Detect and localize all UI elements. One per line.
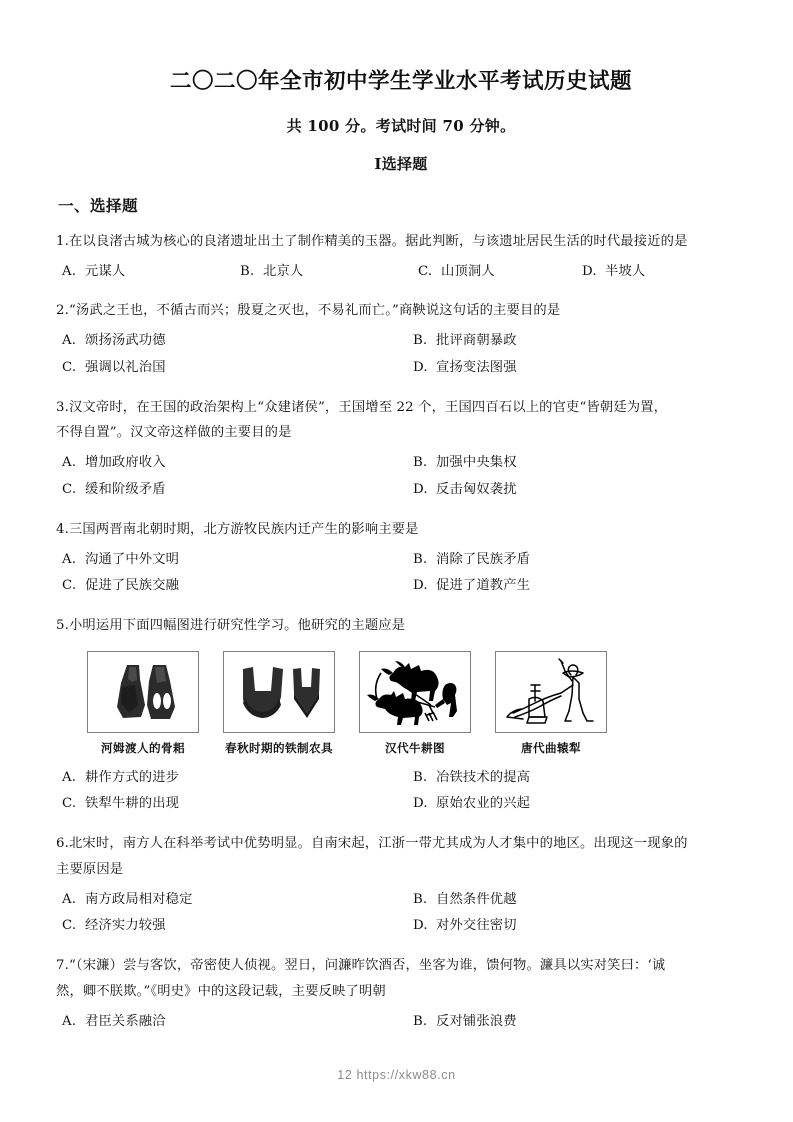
question-5-option-d[interactable] — [407, 791, 743, 818]
question-4-option-a-text: 沟通了中外文明 — [85, 551, 180, 567]
question-4-option-c-text: 促进了民族交融 — [85, 578, 180, 594]
question-7-option-a-label: A. — [62, 1013, 77, 1029]
question-4-option-d-text: 促进了道教产生 — [436, 578, 531, 594]
question-2-option-row-2 — [56, 355, 746, 382]
question-6 — [56, 831, 746, 940]
question-1-stem-line-1: 1.在以良渚古城为核心的良渚遗址出土了制作精美的玉器。据此判断，与该遗址居民生活的时代最接近的是 — [56, 233, 688, 249]
question-7-option-b-label: B. — [413, 1013, 428, 1029]
question-6-option-a-label: A. — [62, 891, 77, 907]
question-1-option-d-text: 半坡人 — [605, 263, 646, 279]
question-7-option-a-text: 君臣关系融洽 — [85, 1013, 166, 1029]
han-ox-plowing-drawing-icon — [363, 655, 467, 729]
question-3-option-c[interactable] — [56, 477, 407, 504]
question-1-option-d[interactable] — [576, 259, 732, 286]
question-1-option-a[interactable] — [56, 259, 234, 286]
question-6-option-row-1 — [56, 887, 746, 914]
question-7-option-b-text: 反对铺张浪费 — [436, 1013, 517, 1029]
question-2-option-c-label: C. — [62, 359, 77, 375]
question-4-option-b-label: B. — [413, 551, 428, 567]
question-6-option-c-label: C. — [62, 918, 77, 934]
question-1-option-row-1 — [56, 259, 746, 286]
question-6-stem-line-1: 6.北宋时，南方人在科举考试中优势明显。自南宋起，江浙一带尤其成为人才集中的地区。出现这一现象的 — [56, 835, 688, 851]
question-6-option-d[interactable] — [407, 913, 743, 940]
question-2-option-a-text: 颂扬汤武功德 — [85, 333, 166, 349]
figure-tang-curved-plow-box — [495, 651, 607, 733]
question-4 — [56, 517, 746, 600]
question-5-option-a[interactable] — [56, 765, 407, 792]
figure-han-ox-plowing-caption: 汉代牛耕图 — [385, 740, 445, 755]
question-3 — [56, 395, 746, 504]
question-6-stem-line-2: 主要原因是 — [56, 861, 124, 877]
question-1-option-a-text: 元谋人 — [85, 263, 126, 279]
question-5-option-a-text: 耕作方式的进步 — [85, 769, 180, 785]
question-7-options — [56, 1009, 746, 1036]
question-5-stem — [56, 613, 746, 639]
question-2-stem — [56, 298, 746, 324]
figure-han-ox-plowing — [358, 651, 472, 756]
question-6-options — [56, 887, 746, 940]
question-3-option-c-label: C. — [62, 482, 77, 497]
question-6-option-d-label: D. — [413, 918, 428, 934]
part-heading-multiple-choice: 一、选择题 — [58, 195, 139, 215]
question-1-option-b-label: B. — [240, 263, 255, 279]
question-2-option-c[interactable] — [56, 355, 407, 382]
question-6-option-c[interactable] — [56, 913, 407, 940]
question-6-option-b[interactable] — [407, 887, 743, 914]
question-6-stem — [56, 831, 746, 883]
question-4-option-d[interactable] — [407, 573, 743, 600]
question-2-option-d[interactable] — [407, 355, 743, 382]
question-4-options — [56, 547, 746, 600]
question-3-option-b-label: B. — [413, 455, 428, 471]
question-7 — [56, 953, 746, 1035]
figure-iron-farm-tools — [222, 651, 336, 756]
question-6-option-d-text: 对外交往密切 — [436, 918, 517, 934]
question-5 — [56, 613, 746, 818]
question-4-option-b[interactable] — [407, 547, 743, 574]
footer-watermark: 12 https://xkw88.cn — [337, 1068, 456, 1082]
figure-bone-spade — [86, 651, 200, 756]
question-2-option-a-label: A. — [62, 333, 77, 349]
bone-spade-photo-icon — [91, 655, 195, 729]
question-3-option-a-label: A. — [62, 455, 77, 471]
question-2-option-b-label: B. — [413, 333, 428, 349]
question-2-option-b[interactable] — [407, 328, 743, 355]
question-2-option-b-text: 批评商朝暴政 — [436, 333, 517, 349]
question-6-option-a-text: 南方政局相对稳定 — [85, 891, 193, 907]
question-4-option-c-label: C. — [62, 578, 77, 594]
question-5-option-c-text: 铁犁牛耕的出现 — [85, 796, 180, 812]
question-2 — [56, 298, 746, 381]
question-6-option-b-label: B. — [413, 891, 428, 907]
question-5-figure-strip — [86, 651, 746, 756]
question-3-option-c-text: 缓和阶级矛盾 — [85, 482, 166, 497]
figure-iron-farm-tools-caption: 春秋时期的铁制农具 — [225, 740, 333, 755]
tang-curved-plow-drawing-icon — [499, 655, 603, 729]
question-7-stem — [56, 953, 746, 1005]
question-2-option-a[interactable] — [56, 328, 407, 355]
question-1-option-d-label: D. — [582, 263, 597, 279]
question-5-option-b[interactable] — [407, 765, 743, 792]
question-2-option-d-label: D. — [413, 359, 428, 375]
question-1-option-a-label: A. — [62, 263, 77, 279]
question-1-stem — [56, 229, 746, 255]
question-4-option-b-text: 消除了民族矛盾 — [436, 551, 531, 567]
question-7-option-row-1 — [56, 1009, 746, 1036]
question-5-option-a-label: A. — [62, 769, 77, 785]
question-5-option-d-text: 原始农业的兴起 — [436, 796, 531, 812]
question-7-stem-line-1: 7.“（宋濂）尝与客饮，帝密使人侦视。翌日，问濂昨饮酒否，坐客为谁，馈何物。濂具以实对笑曰：‘诚 — [56, 957, 666, 973]
question-4-option-a-label: A. — [62, 551, 77, 567]
question-6-option-b-text: 自然条件优越 — [436, 891, 517, 907]
question-4-option-row-1 — [56, 547, 746, 574]
question-5-stem-line-1: 5.小明运用下面四幅图进行研究性学习。他研究的主题应是 — [56, 617, 406, 633]
question-4-option-c[interactable] — [56, 573, 407, 600]
question-3-option-a[interactable] — [56, 450, 407, 477]
question-6-option-row-2 — [56, 913, 746, 940]
question-2-option-d-text: 宣扬变法图强 — [436, 359, 517, 375]
figure-tang-curved-plow — [494, 651, 608, 756]
question-3-options — [56, 450, 746, 503]
question-3-option-row-2 — [56, 477, 746, 504]
question-3-option-a-text: 增加政府收入 — [85, 455, 166, 471]
question-4-option-row-2 — [56, 573, 746, 600]
question-5-option-row-2 — [56, 791, 746, 818]
figure-iron-farm-tools-box — [223, 651, 335, 733]
question-3-option-b-text: 加强中央集权 — [436, 455, 517, 471]
question-2-option-row-1 — [56, 328, 746, 355]
figure-bone-spade-box — [87, 651, 199, 733]
question-1-option-b[interactable] — [234, 259, 412, 286]
page-title: 二〇二〇年全市初中学生学业水平考试历史试题 — [169, 69, 632, 94]
question-3-option-d-label: D. — [413, 482, 428, 497]
question-2-option-c-text: 强调以礼治国 — [85, 359, 166, 375]
question-1-options — [56, 259, 746, 286]
question-6-option-c-text: 经济实力较强 — [85, 918, 166, 934]
figure-tang-curved-plow-caption: 唐代曲辕犁 — [521, 740, 581, 755]
question-3-option-d-text: 反击匈奴袭扰 — [436, 482, 517, 497]
question-4-option-a[interactable] — [56, 547, 407, 574]
question-4-stem-line-1: 4.三国两晋南北朝时期，北方游牧民族内迁产生的影响主要是 — [56, 521, 419, 537]
question-3-option-d[interactable] — [407, 477, 743, 504]
question-5-option-d-label: D. — [413, 796, 428, 812]
question-7-option-b[interactable] — [407, 1009, 743, 1036]
question-3-stem-line-2: 不得自置”。汉文帝这样做的主要目的是 — [56, 425, 292, 441]
question-4-stem — [56, 517, 746, 543]
question-5-option-row-1 — [56, 765, 746, 792]
question-5-option-c-label: C. — [62, 796, 77, 812]
question-1-option-c[interactable] — [412, 259, 576, 286]
question-5-option-b-label: B. — [413, 769, 428, 785]
question-3-stem-line-1: 3.汉文帝时，在王国的政治架构上“众建诸侯”，王国增至 22 个，王国四百石以上的官吏“皆朝廷为置， — [56, 399, 668, 415]
question-3-option-row-1 — [56, 450, 746, 477]
figure-han-ox-plowing-box — [359, 651, 471, 733]
question-2-stem-line-1: 2.“汤武之王也，不循古而兴；殷夏之灭也，不易礼而亡。”商鞅说这句话的主要目的是 — [56, 303, 561, 319]
section-heading-part1: Ⅰ选择题 — [374, 154, 428, 173]
question-1-option-b-text: 北京人 — [263, 263, 304, 279]
question-5-option-b-text: 冶铁技术的提高 — [436, 769, 531, 785]
iron-farm-tools-photo-icon — [227, 655, 331, 729]
question-6-option-a[interactable] — [56, 887, 407, 914]
question-5-options — [56, 765, 746, 818]
question-3-option-b[interactable] — [407, 450, 743, 477]
figure-bone-spade-caption: 河姆渡人的骨耜 — [101, 740, 185, 755]
exam-score-time-line: 共 100 分。考试时间 70 分钟。 — [286, 116, 516, 135]
question-1-option-c-text: 山顶洞人 — [441, 263, 495, 279]
question-7-option-a[interactable] — [56, 1009, 407, 1036]
question-2-options — [56, 328, 746, 381]
question-1-option-c-label: C. — [418, 263, 433, 279]
question-5-option-c[interactable] — [56, 791, 407, 818]
question-7-stem-line-2: 然，卿不朕欺。”《明史》中的这段记载，主要反映了明朝 — [56, 983, 386, 999]
question-4-option-d-label: D. — [413, 578, 428, 594]
question-3-stem — [56, 395, 746, 447]
page-content — [56, 0, 746, 1035]
question-1 — [56, 229, 746, 286]
